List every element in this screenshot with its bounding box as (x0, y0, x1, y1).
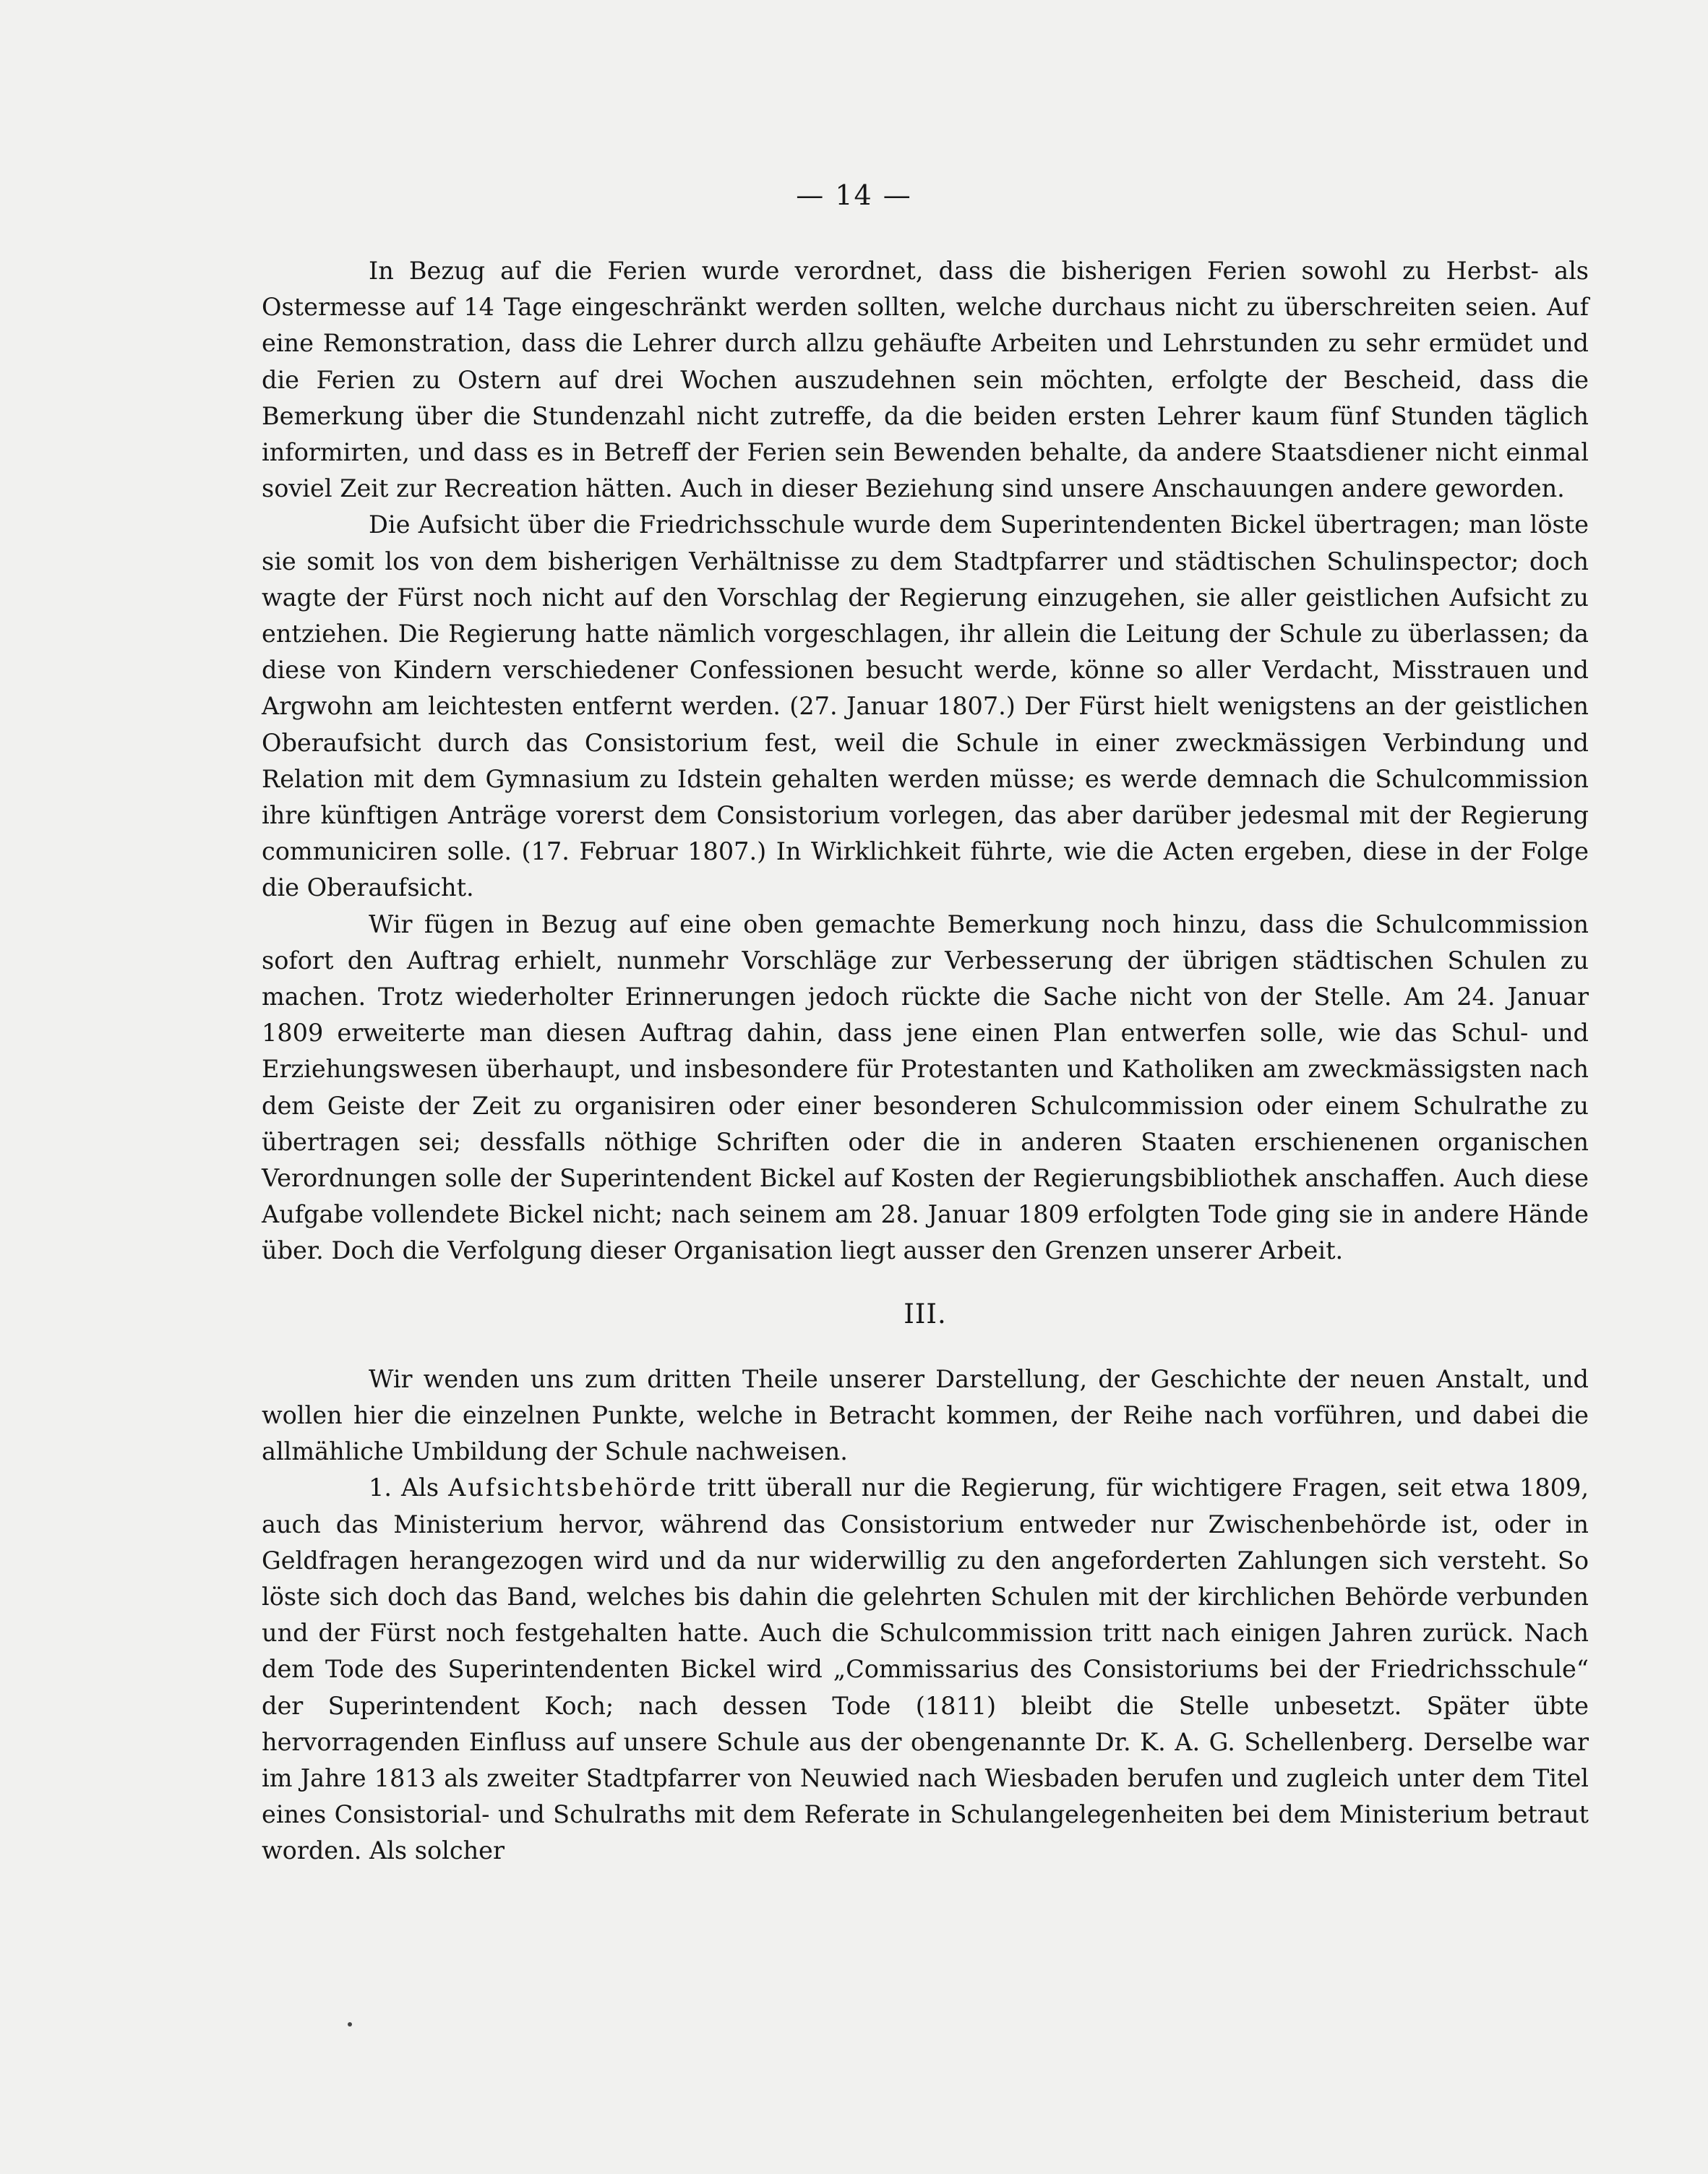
paragraph-section-intro: Wir wenden uns zum dritten Theile unserer Darstellung, der Geschichte der neuen Anstalt, und wollen hier die einzelnen Punkte, welche in Betracht kommen, der Reihe nach vorführen, und dabei die allmähliche Umbildung der Schule nachweisen. (262, 1364, 1589, 1466)
point-emphasis: Aufsichtsbehörde (448, 1473, 698, 1502)
page-number: — 14 — (796, 179, 912, 211)
paragraph-aufsichtsbehoerde (262, 1470, 1589, 1869)
paragraph-schulcommission: Wir fügen in Bezug auf eine oben gemachte Bemerkung noch hinzu, dass die Schulcommission sofort den Auftrag erhielt, nunmehr Vorschläge zur Verbesserung der übrigen städtischen Schulen zu machen. Trotz wiederholter Erinnerungen jedoch rückte die Sache nicht von der Stelle. Am 24. Januar 1809 erweiterte man diesen Auftrag dahin, dass jene einen Plan entwerfen solle, wie das Schul- und Erziehungswesen überhaupt, und insbesondere für Protestanten und Katholiken am zweckmässigsten nach dem Geiste der Zeit zu organisiren oder einer besonderen Schulcommission oder einem Schulrathe zu übertragen sei; dessfalls nöthige Schriften oder die in anderen Staaten erschienenen organischen Verordnungen solle der Superintendent Bickel auf Kosten der Regierungsbibliothek anschaffen. Auch diese Aufgabe vollendete Bickel nicht; nach seinem am 28. Januar 1809 erfolgten Tode ging sie in andere Hände über. Doch die Verfolgung dieser Organisation liegt ausser den Grenzen unserer Arbeit. (262, 910, 1589, 1265)
paragraph-ferien: In Bezug auf die Ferien wurde verordnet, dass die bisherigen Ferien sowohl zu Herbst- als Ostermesse auf 14 Tage eingeschränkt werden sollten, welche durchaus nicht zu überschreiten seien. Auf eine Remonstration, dass die Lehrer durch allzu gehäufte Arbeiten und Lehrstunden zu sehr ermüdet und die Ferien zu Ostern auf drei Wochen auszudehnen sein möchten, erfolgte der Bescheid, dass die Bemerkung über die Stundenzahl nicht zutreffe, da die beiden ersten Lehrer kaum fünf Stunden täglich informirten, und dass es in Betreff der Ferien sein Bewenden behalte, da andere Staatsdiener nicht einmal soviel Zeit zur Recreation hätten. Auch in dieser Beziehung sind unsere Anschauungen andere geworden. (262, 257, 1589, 503)
body-text (262, 253, 1589, 1870)
section-heading-iii: III. (904, 1298, 947, 1330)
paper-speck (348, 2022, 352, 2027)
point-rest: tritt überall nur die Regierung, für wichtigere Fragen, seit etwa 1809, auch das Ministerium hervor, während das Consistorium entweder nur Zwischenbehörde ist, oder in Geldfragen herangezogen wird und da nur widerwillig zu den angeforderten Zahlungen sich versteht. So löste sich doch das Band, welches bis dahin die gelehrten Schulen mit der kirchlichen Behörde verbunden und der Fürst noch festgehalten hatte. Auch die Schulcommission tritt nach einigen Jahren zurück. Nach dem Tode des Superintendenten Bickel wird „Commissarius des Consistoriums bei der Friedrichsschule“ der Superintendent Koch; nach dessen Tode (1811) bleibt die Stelle unbesetzt. Später übte hervorragenden Einfluss auf unsere Schule aus der obengenannte Dr. K. A. G. Schellenberg. Derselbe war im Jahre 1813 als zweiter Stadtpfarrer von Neuwied nach Wiesbaden berufen und zugleich unter dem Titel eines Consistorial- und Schulraths mit dem Referate in Schulangelegenheiten bei dem Ministerium betraut worden. Als solcher (262, 1473, 1589, 1865)
point-prefix: 1. Als (369, 1473, 449, 1502)
paragraph-aufsicht: Die Aufsicht über die Friedrichsschule wurde dem Superintendenten Bickel übertragen; man löste sie somit los von dem bisherigen Verhältnisse zu dem Stadtpfarrer und städtischen Schulinspector; doch wagte der Fürst noch nicht auf den Vorschlag der Regierung einzugehen, sie aller geistlichen Aufsicht zu entziehen. Die Regierung hatte nämlich vorgeschlagen, ihr allein die Leitung der Schule zu überlassen; da diese von Kindern verschiedener Confessionen besucht werde, könne so aller Verdacht, Misstrauen und Argwohn am leichtesten entfernt werden. (27. Januar 1807.) Der Fürst hielt wenigstens an der geistlichen Oberaufsicht durch das Consistorium fest, weil die Schule in einer zweckmässigen Verbindung und Relation mit dem Gymnasium zu Idstein gehalten werden müsse; es werde demnach die Schulcommission ihre künftigen Anträge vorerst dem Consistorium vorlegen, das aber darüber jedesmal mit der Regierung communiciren solle. (17. Februar 1807.) In Wirklichkeit führte, wie die Acten ergeben, diese in der Folge die Oberaufsicht. (262, 510, 1589, 902)
